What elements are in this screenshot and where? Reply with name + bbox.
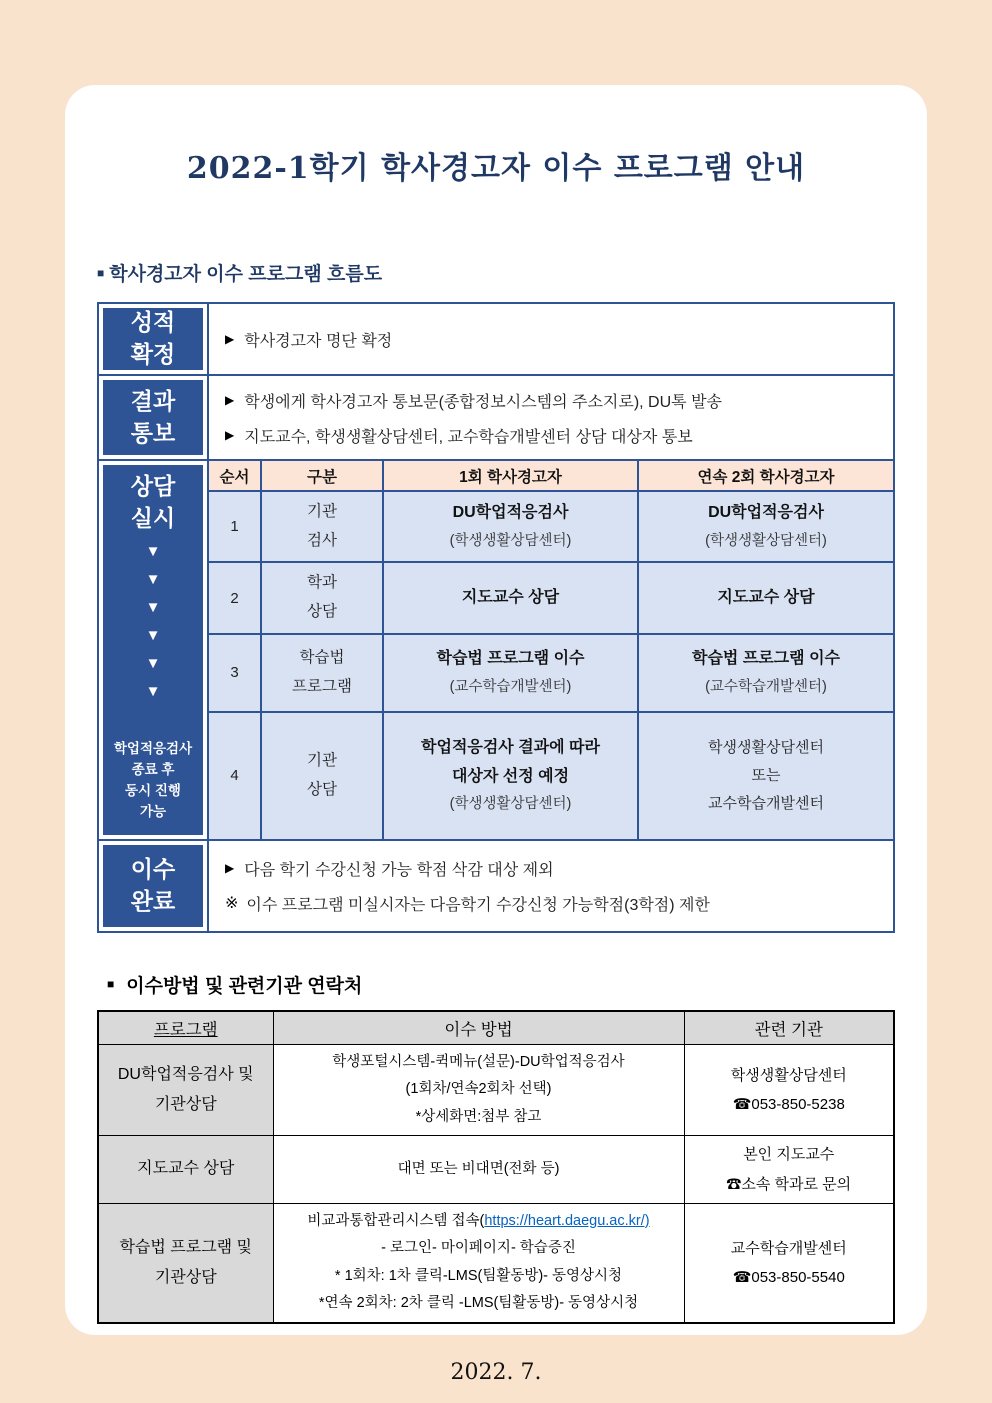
consult-first-warning [383,491,638,562]
stage-label-line: 확정 [130,341,176,367]
program-line: DU학업적응검사 및 [117,1065,254,1083]
cell-line: 지도교수 상담 [717,588,815,606]
contact-header-row [98,1011,894,1045]
org-phone: ☎소속 학과로 문의 [726,1175,852,1193]
consult-second-warning [638,562,893,633]
category-line: 상담 [307,780,337,798]
stage-label-line: 이수 [130,855,176,882]
down-arrow-icon: ▼ [145,655,161,673]
triangle-right-icon: ▶ [225,861,235,876]
consult-side-note [114,739,192,823]
triangle-right-icon: ▶ [225,332,235,346]
consult-order: 1 [209,491,261,562]
flow-arrows [146,544,161,699]
cell-line: (학생생활상담센터) [449,533,572,550]
org-line: 교수학습개발센터 [730,1239,847,1257]
consult-category [261,712,383,839]
flow-row-notify [99,376,893,461]
program-line: 학습법 프로그램 및 [119,1238,253,1256]
flow-stage-label-consult [103,465,203,835]
program-cell [98,1136,273,1204]
org-phone: ☎053-850-5540 [732,1268,845,1286]
category-line: 학과 [307,574,337,592]
program-header-text: 프로그램 [153,1020,218,1039]
method-cell [273,1136,684,1204]
consult-table-wrap [209,461,893,839]
category-line: 학습법 [299,649,345,667]
category-line: 프로그램 [292,677,352,695]
consult-order: 4 [209,712,261,839]
consult-header-row [209,461,893,491]
cell-line: 지도교수 상담 [461,588,560,606]
flow-table [97,302,895,933]
flow-section-heading [97,259,895,286]
flow-line-text: 이수 프로그램 미실시자는 다음학기 수강신청 가능학점(3학점) 제한 [246,896,710,914]
category-line: 검사 [307,531,337,549]
note-line: 종료 후 [131,761,175,777]
flow-stage-cell [99,376,209,459]
flow-line [225,389,893,412]
flow-row-complete [99,841,893,931]
method-line: 학생포털시스템-퀵메뉴(설문)-DU학업적응검사 [332,1053,625,1070]
triangle-right-icon: ▶ [225,428,235,442]
note-line: 동시 진행 [125,782,181,798]
col-header-category: 구분 [261,461,383,491]
flow-stage-cell [99,461,209,839]
cell-line: 학습법 프로그램 이수 [692,650,840,668]
consult-category [261,562,383,633]
consult-order: 2 [209,562,261,633]
flow-stage-label-grades [103,308,203,370]
cell-line: 학생생활상담센터 [708,739,824,757]
flow-line-text: 학사경고자 명단 확정 [244,332,393,350]
org-line: 본인 지도교수 [743,1146,835,1164]
consult-first-warning [383,562,638,633]
consult-table [209,461,893,839]
contact-row [98,1203,894,1323]
program-cell [98,1203,273,1323]
flow-content-grades [209,304,893,374]
cell-line: DU학업적응검사 [452,504,569,522]
consult-second-warning [638,712,893,839]
flow-line-text: 다음 학기 수강신청 가능 학점 삭감 대상 제외 [244,861,554,879]
method-line: *연속 2회차: 2차 클릭 -LMS(팀활동방)- 동영상시청 [318,1295,639,1312]
cell-line: (학생생활상담센터) [449,796,572,813]
document-card [65,85,927,1386]
category-line: 기관 [307,503,337,520]
stage-label-line: 실시 [130,504,176,531]
stage-label-line: 결과 [130,387,176,414]
col-header-first-warning: 1회 학사경고자 [383,461,638,491]
flow-content-notify [209,376,893,459]
note-line: 가능 [139,803,167,819]
flow-line [225,892,893,915]
method-line: - 로그인- 마이페이지- 학습증진 [381,1240,576,1257]
contact-row [98,1044,894,1136]
method-cell [273,1203,684,1323]
col-header-second-warning: 연속 2회 학사경고자 [638,461,893,491]
flow-content-complete [209,841,893,931]
cell-line: (교수학습개발센터) [449,679,572,696]
stage-label-line: 완료 [130,887,176,914]
consult-first-warning [383,712,638,839]
col-header-program [98,1011,273,1045]
reference-mark-icon: ※ [225,895,239,913]
contact-row [98,1136,894,1204]
cell-line: 교수학습개발센터 [708,794,824,812]
down-arrow-icon: ▼ [145,571,161,589]
method-line: 대면 또는 비대면(전화 등) [397,1160,560,1177]
contact-section-title: 이수방법 및 관련기관 연락처 [126,975,363,997]
footer-date: 2022. 7. [450,1360,542,1386]
method-line: (1회차/연속2회차 선택) [405,1081,552,1098]
note-line: 학업적응검사 [113,741,193,756]
cell-line: (학생생활상담센터) [705,533,827,550]
method-line: *상세화면:첨부 참고 [415,1108,542,1125]
consult-row [209,634,893,712]
page-title: 2022-1학기 학사경고자 이수 프로그램 안내 [186,151,806,186]
org-cell [684,1044,894,1136]
consult-row [209,562,893,633]
square-bullet-icon: ■ [107,977,115,992]
flow-row-consult [99,461,893,841]
col-header-org: 관련 기관 [684,1011,894,1045]
flow-line-text: 지도교수, 학생생활상담센터, 교수학습개발센터 상담 대상자 통보 [244,428,693,446]
heart-system-link[interactable]: https://heart.daegu.ac.kr/) [484,1212,650,1229]
program-line: 지도교수 상담 [137,1160,235,1178]
program-line: 기관상담 [154,1268,217,1286]
down-arrow-icon: ▼ [145,683,161,701]
consult-order: 3 [209,634,261,712]
consult-second-warning [638,634,893,712]
category-line: 기관 [307,752,337,770]
consult-category [261,634,383,712]
contact-table [97,1010,895,1324]
method-link-prefix: 비교과통합관리시스템 접속( [307,1212,485,1229]
cell-line: DU학업적응검사 [708,504,824,522]
org-cell [684,1136,894,1204]
cell-line: (교수학습개발센터) [705,679,827,696]
flow-line [225,328,893,351]
flow-line [225,424,893,447]
stage-label-line: 통보 [130,419,176,446]
stage-label-line: 성적 [130,309,176,336]
flow-row-grades [99,304,893,376]
flow-stage-label-complete [103,845,203,927]
col-header-method: 이수 방법 [273,1011,684,1045]
flow-stage-label-notify [103,380,203,455]
org-line: 학생생활상담센터 [730,1066,847,1084]
down-arrow-icon: ▼ [145,599,161,617]
flow-line-text: 학생에게 학사경고자 통보문(종합정보시스템의 주소지로), DU톡 발송 [244,393,722,411]
org-phone: ☎053-850-5238 [732,1096,845,1113]
flow-stage-cell [99,841,209,931]
col-header-order: 순서 [209,461,261,491]
stage-label-line: 상담 [130,473,176,499]
org-cell [684,1203,894,1323]
consult-row [209,491,893,562]
method-line-with-link [280,1208,678,1236]
method-cell [273,1044,684,1136]
flow-line [225,857,893,880]
program-cell [98,1044,273,1136]
triangle-right-icon: ▶ [225,393,235,407]
flow-section-title: 학사경고자 이수 프로그램 흐름도 [109,264,383,285]
square-bullet-icon: ■ [97,265,105,280]
consult-second-warning [638,491,893,562]
consult-category [261,491,383,562]
program-line: 기관상담 [154,1096,217,1113]
down-arrow-icon: ▼ [145,627,161,645]
contact-section-heading [97,971,895,998]
cell-line: 대상자 선정 예정 [451,767,570,785]
consult-first-warning [383,634,638,712]
method-line: * 1회차: 1차 클릭-LMS(팀활동방)- 동영상시청 [334,1267,623,1284]
consult-row [209,712,893,839]
cell-line: 또는 [751,766,781,784]
category-line: 상담 [307,603,337,621]
cell-line: 학업적응검사 결과에 따라 [421,738,600,756]
cell-line: 학습법 프로그램 이수 [436,650,585,668]
down-arrow-icon: ▼ [145,543,161,561]
flow-stage-cell [99,304,209,374]
